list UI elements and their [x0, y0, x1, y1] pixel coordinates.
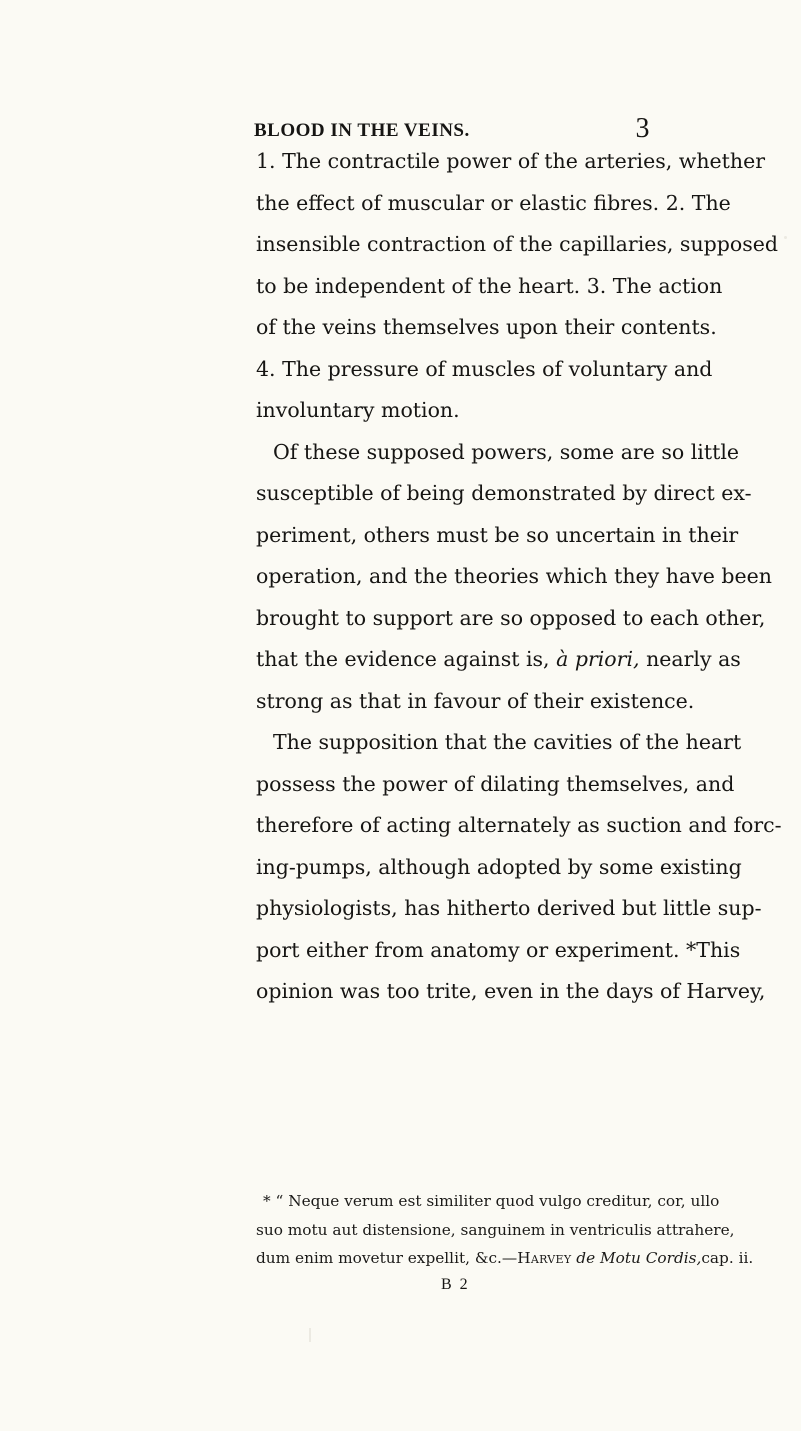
- text-line: possess the power of dilating themselves, and: [256, 771, 735, 796]
- text-segment: nearly as: [646, 647, 741, 671]
- text-line: the effect of muscular or elastic fibres. 2. The: [256, 190, 731, 215]
- text-line: insensible contraction of the capillaries, supposed: [256, 232, 779, 256]
- paper-speck: [784, 236, 787, 239]
- paper-speck: [309, 1328, 311, 1342]
- page-number: 3: [635, 113, 650, 144]
- footnote-segment: cap. ii.: [701, 1249, 754, 1267]
- text-line: 1. The contractile power of the arteries, whether: [256, 149, 766, 173]
- text-line: brought to support are so opposed to each other,: [256, 605, 766, 630]
- footnote-author: Harvey: [517, 1249, 572, 1267]
- italic-phrase: à priori,: [556, 647, 640, 671]
- running-head: [254, 112, 650, 144]
- text-line: therefore of acting alternately as suction and forc-: [256, 813, 782, 837]
- text-line: of the veins themselves upon their contents.: [256, 315, 717, 339]
- text-line: to be independent of the heart. 3. The action: [256, 273, 723, 298]
- running-head-title: BLOOD IN THE VEINS.: [254, 120, 470, 141]
- text-line: ing-pumps, although adopted by some existing: [256, 854, 742, 879]
- footnote-line: suo motu aut distensione, sanguinem in ventriculis attrahere,: [256, 1220, 735, 1239]
- text-line: susceptible of being demonstrated by direct ex-: [256, 481, 752, 505]
- signature-mark: B 2: [441, 1276, 470, 1293]
- text-line: opinion was too trite, even in the days of Harvey,: [256, 979, 766, 1003]
- text-line: The supposition that the cavities of the heart: [273, 730, 742, 754]
- footnote-line-mixed: [256, 1244, 754, 1273]
- footnote: [256, 1187, 754, 1273]
- text-line: port either from anatomy or experiment. *This: [256, 937, 741, 962]
- text-line-mixed: [256, 639, 741, 681]
- footnote-work-title: de Motu Cordis,: [576, 1249, 702, 1267]
- text-line: strong as that in favour of their existence.: [256, 688, 695, 713]
- text-segment: that the evidence against is,: [256, 647, 550, 671]
- footnote-segment: dum enim movetur expellit, &c.—: [256, 1249, 518, 1267]
- footnote-line: * “ Neque verum est similiter quod vulgo creditur, cor, ullo: [263, 1192, 720, 1210]
- text-line: periment, others must be so uncertain in their: [256, 522, 739, 547]
- text-line: physiologists, has hitherto derived but little sup-: [256, 896, 762, 920]
- text-line: 4. The pressure of muscles of voluntary and: [256, 356, 713, 381]
- main-text: [256, 141, 782, 1013]
- text-line: Of these supposed powers, some are so little: [273, 439, 740, 464]
- text-line: operation, and the theories which they have been: [256, 564, 773, 588]
- text-line: involuntary motion.: [256, 398, 460, 422]
